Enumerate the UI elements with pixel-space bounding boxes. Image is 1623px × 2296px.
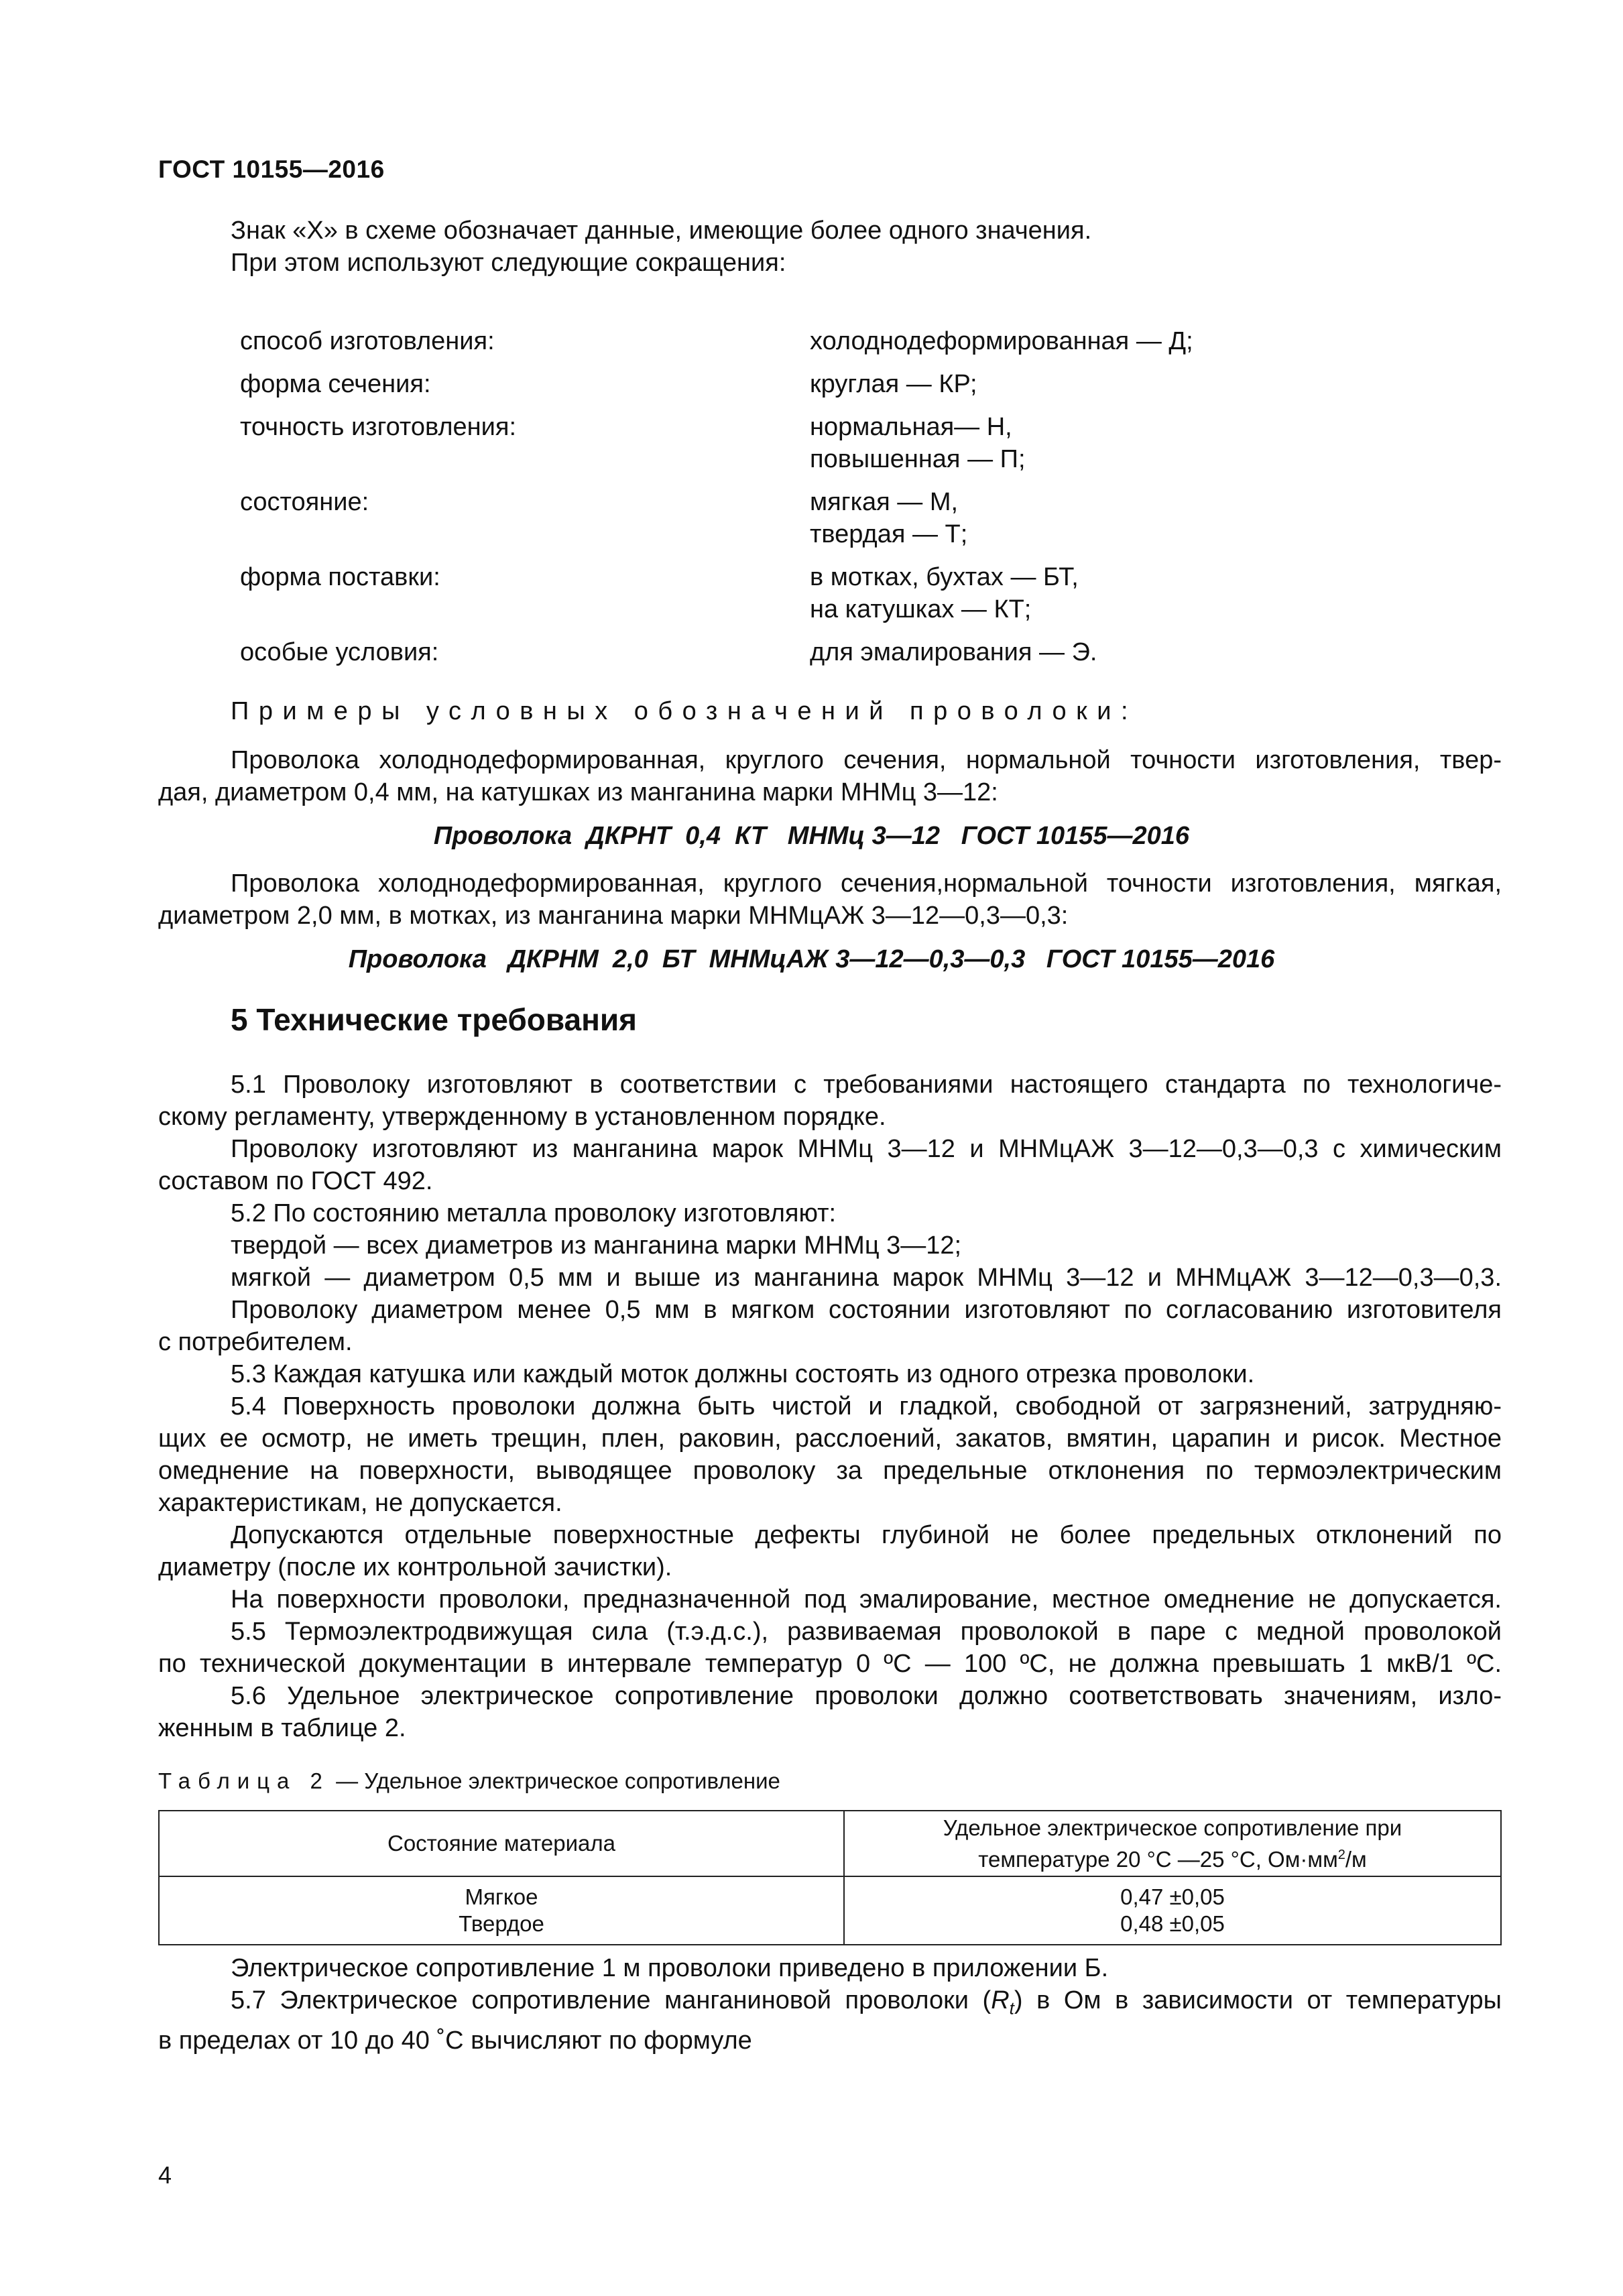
text-line: 5.4 Поверхность проволоки должна быть чистой и гладкой, свободной от загрязнений, затрудняю-	[231, 1392, 1502, 1421]
text-fragment: ) в Ом в зависимости от температуры	[1014, 1986, 1502, 2014]
abbreviation-key: состояние:	[240, 488, 369, 516]
abbreviation-value: нормальная— Н,	[810, 413, 1012, 441]
text-line: Проволока холоднодеформированная, круглого сечения,нормальной точности изготовления, мягкая,	[231, 869, 1502, 898]
text-line: характеристикам, не допускается.	[158, 1489, 562, 1517]
text-fragment: 5.7 Электрическое сопротивление манганиновой проволоки (	[231, 1986, 991, 2014]
abbreviation-key: точность изготовления:	[240, 413, 517, 441]
section-5-body	[158, 1069, 1502, 1744]
table-header-cell: Состояние материала	[159, 1811, 844, 1876]
table-2	[158, 1810, 1502, 1945]
text-line: составом по ГОСТ 492.	[158, 1167, 433, 1195]
document-header: ГОСТ 10155—2016	[158, 156, 385, 183]
page-number: 4	[158, 2161, 172, 2189]
example-2-text	[158, 867, 1502, 932]
formula-subscript: t	[1009, 1998, 1014, 2018]
table-row	[159, 1876, 1501, 1945]
text-line: женным в таблице 2.	[158, 1714, 406, 1742]
text-line: 5.6 Удельное электрическое сопротивление проволоки должно соответствовать значениям, изло-	[231, 1682, 1502, 1710]
text-line: щих ее осмотр, не иметь трещин, плен, раковин, расслоений, закатов, вмятин, царапин и рисок. Местное	[158, 1425, 1502, 1453]
example-1-designation: Проволока ДКРНТ 0,4 КТ МНМц 3—12 ГОСТ 10155—2016	[433, 822, 1190, 850]
section-5-title: 5 Технические требования	[231, 1002, 637, 1037]
material-state: Мягкое	[465, 1884, 538, 1909]
table-cell	[844, 1876, 1501, 1945]
text-line: 5.1 Проволоку изготовляют в соответствии с требованиями настоящего стандарта по технологиче-	[231, 1071, 1502, 1099]
text-line: Допускаются отдельные поверхностные дефекты глубиной не более предельных отклонений по	[231, 1521, 1502, 1549]
intro-line-2: При этом используют следующие сокращения:	[231, 249, 786, 277]
text-line	[158, 1984, 1502, 2025]
abbreviation-value: мягкая — М,	[810, 488, 959, 516]
text-line: 5.3 Каждая катушка или каждый моток должны состоять из одного отрезка проволоки.	[231, 1360, 1255, 1388]
formula-symbol: R	[991, 1986, 1010, 2014]
abbreviation-value: в мотках, бухтах — БТ,	[810, 563, 1079, 591]
abbreviation-key: форма поставки:	[240, 563, 440, 591]
abbreviation-value: на катушках — КТ;	[810, 595, 1032, 623]
text-line: в пределах от 10 до 40 ˚С вычисляют по формуле	[158, 2026, 752, 2055]
text-line: по технической документации в интервале температур 0 ºС — 100 ºС, не должна превышать 1 мкВ/1 ºС.	[158, 1650, 1502, 1678]
intro-line-1: Знак «Х» в схеме обозначает данные, имеющие более одного значения.	[231, 217, 1092, 245]
text-line: омеднение на поверхности, выводящее проволоку за предельные отклонения по термоэлектрическим	[158, 1457, 1502, 1485]
example-1-text	[158, 744, 1502, 808]
text-line: Проволоку диаметром менее 0,5 мм в мягком состоянии изготовляют по согласованию изготовителя	[231, 1296, 1502, 1324]
material-state: Твердое	[459, 1911, 544, 1936]
text-line: Проволоку изготовляют из манганина марок МНМц 3—12 и МНМцАЖ 3—12—0,3—0,3 с химическим	[231, 1135, 1502, 1163]
table-caption-label: Таблица 2	[158, 1768, 330, 1793]
abbreviation-value: для эмалирования — Э.	[810, 638, 1097, 666]
abbreviation-value: твердая — Т;	[810, 520, 968, 548]
header-superscript: 2	[1337, 1847, 1345, 1862]
text-line: диаметром 2,0 мм, в мотках, из манганина марки МНМцАЖ 3—12—0,3—0,3:	[158, 902, 1069, 930]
examples-heading: Примеры условных обозначений проволоки:	[231, 697, 1138, 725]
abbreviation-key: форма сечения:	[240, 370, 431, 398]
table-caption-text: — Удельное электрическое сопротивление	[329, 1768, 780, 1793]
text-line: Проволока холоднодеформированная, круглого сечения, нормальной точности изготовления, твер-	[231, 746, 1502, 774]
example-2-designation: Проволока ДКРНМ 2,0 БТ МНМцАЖ 3—12—0,3—0,3 ГОСТ 10155—2016	[348, 945, 1275, 973]
text-line: 5.5 Термоэлектродвижущая сила (т.э.д.с.), развиваемая проволокой в паре с медной проволокой	[231, 1618, 1502, 1646]
abbreviation-value: круглая — КР;	[810, 370, 977, 398]
after-table-line-1: Электрическое сопротивление 1 м проволоки приведено в приложении Б.	[231, 1954, 1109, 1982]
resistivity-value: 0,47 ±0,05	[1120, 1884, 1225, 1909]
abbreviation-value: холоднодеформированная — Д;	[810, 327, 1193, 355]
abbreviation-value: повышенная — П;	[810, 445, 1026, 473]
table-header-row	[159, 1811, 1501, 1876]
text-line: мягкой — диаметром 0,5 мм и выше из манганина марок МНМц 3—12 и МНМцАЖ 3—12—0,3—0,3.	[231, 1264, 1502, 1292]
header-line: Удельное электрическое сопротивление при	[943, 1815, 1402, 1840]
text-line: твердой — всех диаметров из манганина марки МНМц 3—12;	[231, 1231, 962, 1260]
text-line: На поверхности проволоки, предназначенной под эмалирование, местное омеднение не допускается.	[231, 1585, 1502, 1614]
header-line-tail: /м	[1345, 1846, 1367, 1872]
text-line: диаметру (после их контрольной зачистки).	[158, 1553, 672, 1581]
header-line: температуре 20 °С —25 °С, Ом·мм	[978, 1846, 1338, 1872]
table-2-caption	[158, 1768, 780, 1794]
text-line: 5.2 По состоянию металла проволоку изготовляют:	[231, 1199, 837, 1227]
table-header-cell	[844, 1811, 1501, 1876]
text-line: скому регламенту, утвержденному в установленном порядке.	[158, 1103, 886, 1131]
resistivity-value: 0,48 ±0,05	[1120, 1911, 1225, 1936]
table-cell	[159, 1876, 844, 1945]
abbreviation-key: способ изготовления:	[240, 327, 495, 355]
section-5-7	[158, 1984, 1502, 2057]
abbreviation-key: особые условия:	[240, 638, 439, 666]
text-line: с потребителем.	[158, 1328, 353, 1356]
text-line: дая, диаметром 0,4 мм, на катушках из манганина марки МНМц 3—12:	[158, 778, 998, 806]
